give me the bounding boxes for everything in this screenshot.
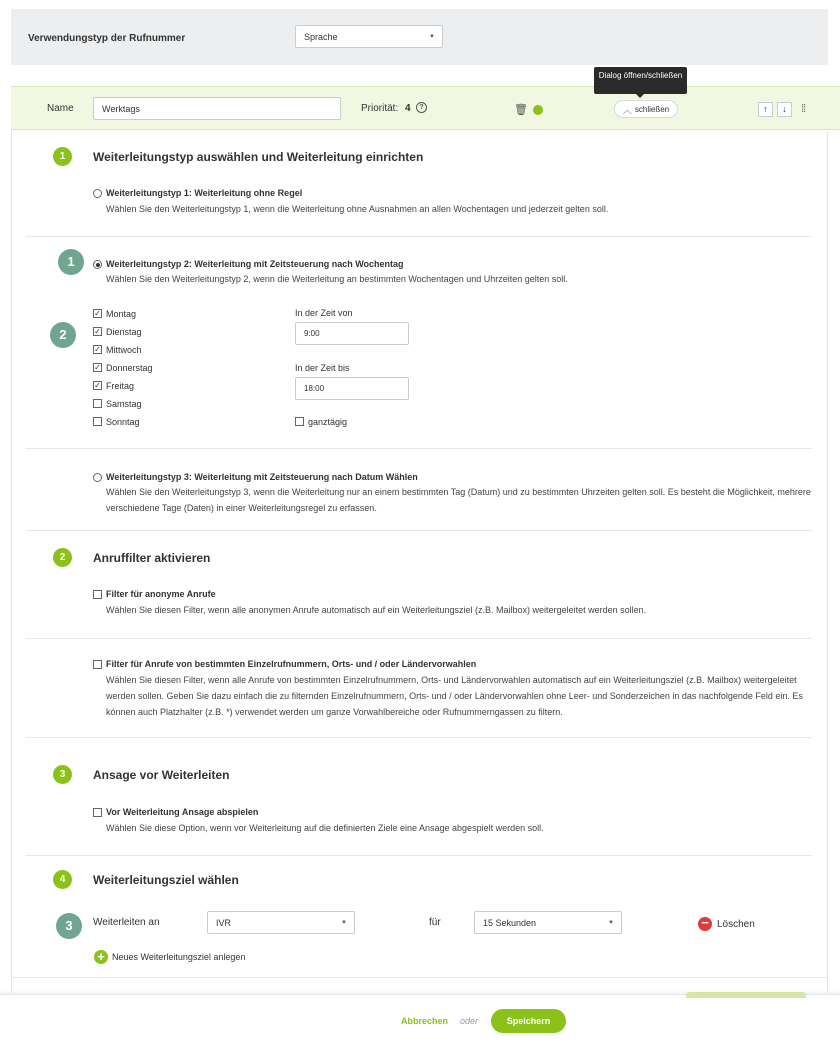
drag-handle-icon[interactable]: ⁞⁞ <box>801 103 806 115</box>
chevron-up-icon: ︿ <box>622 104 632 115</box>
forward-to-label: Weiterleiten an <box>93 917 160 928</box>
rule-name-input[interactable] <box>93 97 341 120</box>
announcement-title: Vor Weiterleitung Ansage abspielen <box>106 807 259 817</box>
time-to-value: 18:00 <box>304 384 325 393</box>
chevron-down-icon: ▼ <box>429 33 435 40</box>
day-label: Samstag <box>106 399 142 409</box>
or-text: oder <box>460 1016 479 1026</box>
move-up-button[interactable]: ↑ <box>758 102 773 117</box>
rule-name-value: Werktags <box>102 103 140 114</box>
time-from-label: In der Zeit von <box>295 308 353 318</box>
day-label: Mittwoch <box>106 345 142 355</box>
status-indicator <box>533 105 543 115</box>
for-label: für <box>429 917 441 928</box>
announcement-desc: Wählen Sie diese Option, wenn vor Weiterleitung auf die definierten Ziele eine Ansage abgespielt werden soll. <box>106 823 544 833</box>
duration-value: 15 Sekunden <box>483 917 537 928</box>
delete-label: Löschen <box>717 919 755 930</box>
rule-details <box>11 131 828 993</box>
step-badge-4: 4 <box>53 870 72 889</box>
faded-button <box>686 992 806 998</box>
time-to-input[interactable] <box>295 377 409 400</box>
checkbox-announcement[interactable] <box>93 808 102 817</box>
step-badge-1: 1 <box>53 147 72 166</box>
checkbox-anonymous-filter[interactable] <box>93 590 102 599</box>
annotation-badge-1: 1 <box>58 249 84 275</box>
annotation-badge-3: 3 <box>56 913 82 939</box>
toggle-dialog-button[interactable] <box>614 100 678 118</box>
divider <box>26 236 812 237</box>
option-type-2-desc: Wählen Sie den Weiterleitungstyp 2, wenn die Weiterleitung an bestimmten Wochentagen und Uhrzeiten gelten soll. <box>106 274 568 284</box>
section-title-target: Weiterleitungsziel wählen <box>93 873 239 887</box>
forward-target-value: IVR <box>216 917 232 928</box>
help-icon[interactable]: ? <box>416 102 427 113</box>
day-label: Montag <box>106 309 137 319</box>
chevron-down-icon: ▼ <box>608 919 614 926</box>
section-title-call-filter: Anruffilter aktivieren <box>93 551 211 565</box>
checkbox-wednesday[interactable]: ✓ <box>94 345 101 354</box>
checkbox-saturday[interactable] <box>93 399 102 408</box>
number-filter-desc: Wählen Sie diesen Filter, wenn alle Anrufe von bestimmten Einzelrufnummern, Orts- und Ländervorwahlen automatisch auf ein Weiterleitungsziel (z.B. Mailbox) weitergeleitet werden sollen. Geben Sie dazu einfach die zu filternden Einzelrufnummern, Orts- und / oder Ländervorwahlen ohne Leer- und Sonderzeichen in das nachfolgende Feld ein. Es können auch Platzhalter (z.B. *) verwendet werden um ganze Vorwahlbereiche oder Rufnummerngassen zu filtern. <box>106 675 803 717</box>
section-title-forward-type: Weiterleitungstyp auswählen und Weiterleitung einrichten <box>93 150 424 164</box>
option-type-3-title: Weiterleitungstyp 3: Weiterleitung mit Zeitsteuerung nach Datum Wählen <box>106 472 418 482</box>
toggle-label: schließen <box>634 104 670 114</box>
cancel-link[interactable]: Abbrechen <box>401 1016 449 1026</box>
checkbox-thursday[interactable]: ✓ <box>94 363 101 372</box>
anonymous-filter-desc: Wählen Sie diesen Filter, wenn alle anonymen Anrufe automatisch auf ein Weiterleitungsziel (z.B. Mailbox) weitergeleitet werden sollen. <box>106 605 647 615</box>
toggle-tooltip: Dialog öffnen/schließen <box>594 67 687 94</box>
checkbox-number-filter[interactable] <box>93 660 102 669</box>
priority-label: Priorität: <box>361 103 399 114</box>
section-title-announcement: Ansage vor Weiterleiten <box>93 768 230 782</box>
usage-type-value: Sprache <box>304 31 338 42</box>
allday-label: ganztägig <box>308 417 348 427</box>
save-button[interactable]: Speichern <box>491 1009 566 1033</box>
radio-type-2[interactable] <box>93 260 102 269</box>
checkbox-allday[interactable] <box>295 417 304 426</box>
divider <box>26 855 812 856</box>
usage-type-label: Verwendungstyp der Rufnummer <box>28 33 186 44</box>
priority-value: 4 <box>405 103 411 114</box>
anonymous-filter-title: Filter für anonyme Anrufe <box>106 589 216 599</box>
duration-select[interactable] <box>474 911 622 934</box>
add-target-label: Neues Weiterleitungsziel anlegen <box>112 952 246 962</box>
move-down-button[interactable]: ↓ <box>777 102 792 117</box>
divider <box>26 638 812 639</box>
usage-type-select[interactable] <box>295 25 443 48</box>
day-label: Donnerstag <box>106 363 153 373</box>
step-badge-3: 3 <box>53 765 72 784</box>
radio-type-1[interactable] <box>93 189 102 198</box>
number-filter-title: Filter für Anrufe von bestimmten Einzelrufnummern, Orts- und / oder Ländervorwahlen <box>106 659 477 669</box>
usage-type-panel <box>11 9 828 65</box>
option-type-1-desc: Wählen Sie den Weiterleitungstyp 1, wenn die Weiterleitung ohne Ausnahmen an allen Wochentagen und jederzeit gelten soll. <box>106 204 609 214</box>
option-type-2-title: Weiterleitungstyp 2: Weiterleitung mit Zeitsteuerung nach Wochentag <box>106 259 404 269</box>
option-type-1-title: Weiterleitungstyp 1: Weiterleitung ohne Regel <box>106 188 303 198</box>
radio-type-3[interactable] <box>93 473 102 482</box>
option-type-3-desc: Wählen Sie den Weiterleitungstyp 3, wenn die Weiterleitung nur an einem bestimmten Tag (Datum) und zu bestimmten Uhrzeiten gelten soll. Es besteht die Möglichkeit, mehrere verschiedene Tage (Daten) in einer Weiterleitungsregel zu erfassen. <box>106 487 811 513</box>
day-label: Sonntag <box>106 417 140 427</box>
step-badge-2: 2 <box>53 548 72 567</box>
time-to-label: In der Zeit bis <box>295 363 350 373</box>
minus-circle-icon: − <box>698 917 712 931</box>
divider <box>26 737 812 738</box>
checkbox-friday[interactable]: ✓ <box>94 381 101 390</box>
day-label: Dienstag <box>106 327 142 337</box>
checkbox-sunday[interactable] <box>93 417 102 426</box>
day-label: Freitag <box>106 381 135 391</box>
checkbox-monday[interactable]: ✓ <box>94 309 101 318</box>
forward-target-select[interactable] <box>207 911 355 934</box>
time-from-value: 9:00 <box>304 329 320 338</box>
plus-circle-icon: + <box>94 950 108 964</box>
name-label: Name <box>47 103 74 114</box>
divider <box>26 530 812 531</box>
annotation-badge-2: 2 <box>50 322 76 348</box>
checkbox-tuesday[interactable]: ✓ <box>94 327 101 336</box>
time-from-input[interactable] <box>295 322 409 345</box>
divider <box>12 977 827 978</box>
divider <box>26 448 812 449</box>
rule-header <box>11 86 840 130</box>
footer-bar <box>0 994 840 1046</box>
chevron-down-icon: ▼ <box>341 919 347 926</box>
trash-icon[interactable]: 🗑 <box>514 104 528 116</box>
